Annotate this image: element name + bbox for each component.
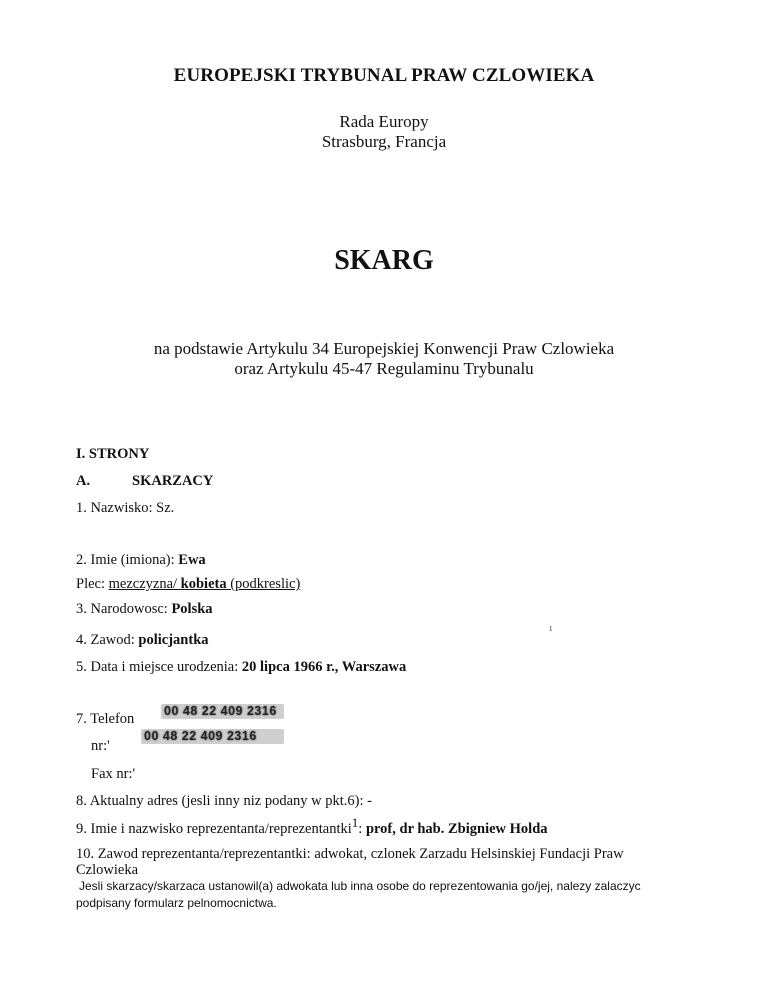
footnote-line-1: Jesli skarzacy/skarzaca ustanowil(a) adwokata lub inna osobe do reprezentowania go/jej, nalezy zalaczyc: [79, 879, 641, 893]
occupation-field: [76, 632, 209, 649]
occupation-value: policjantka: [138, 632, 209, 648]
subsection-heading: SKARZACY: [132, 473, 214, 489]
sex-female: kobieta: [180, 576, 227, 592]
birth-label: 5. Data i miejsce urodzenia:: [76, 659, 242, 675]
redacted-phone-1: 00 48 22 409 2316: [161, 704, 284, 719]
birth-value: 20 lipca 1966 r., Warszawa: [241, 659, 407, 675]
firstname-field: [76, 552, 206, 569]
firstname-value: Ewa: [178, 552, 206, 568]
section-heading: I. STRONY: [76, 446, 150, 462]
representative-label: 9. Imie i nazwisko reprezentanta/reprezentantki: [76, 820, 352, 837]
org-name: Rada Europy: [339, 112, 429, 131]
fax-label: Fax nr:': [91, 766, 136, 782]
court-title: EUROPEJSKI TRYBUNAL PRAW CZLOWIEKA: [173, 65, 595, 86]
stray-mark: 1: [549, 625, 553, 633]
footnote-ref: 1: [351, 815, 359, 830]
surname-field: 1. Nazwisko: Sz.: [76, 500, 175, 516]
sex-hint: (podkreslic): [226, 576, 301, 592]
document-title: SKARG: [334, 245, 434, 276]
birth-field: [76, 659, 406, 676]
occupation-label: 4. Zawod:: [76, 632, 139, 648]
phone-label: 7. Telefon: [76, 711, 135, 727]
nationality-value: Polska: [171, 601, 213, 617]
footnote-line-2: podpisany formularz pelnomocnictwa.: [76, 896, 277, 910]
subsection-letter: A.: [76, 473, 91, 489]
legal-basis-line-1: na podstawie Artykulu 34 Europejskiej Konwencji Praw Czlowieka: [153, 339, 615, 358]
nationality-field: [76, 601, 213, 618]
firstname-label: 2. Imie (imiona):: [76, 552, 179, 568]
redacted-phone-2: 00 48 22 409 2316: [141, 729, 284, 744]
sex-label: Plec:: [76, 576, 109, 592]
phone-nr-label: nr:': [91, 738, 110, 754]
representative-field: [76, 815, 548, 838]
representative-value: prof, dr hab. Zbigniew Holda: [365, 820, 548, 837]
rep-occupation-line-1: 10. Zawod reprezentanta/reprezentantki: adwokat, czlonek Zarzadu Helsinskiej Fundacji Praw: [76, 846, 624, 862]
sex-male: mezczyzna/: [108, 576, 181, 592]
org-location: Strasburg, Francja: [321, 132, 447, 151]
rep-occupation-line-2: Czlowieka: [76, 862, 139, 878]
address-field: 8. Aktualny adres (jesli inny niz podany w pkt.6): -: [76, 793, 372, 809]
legal-basis-line-2: oraz Artykulu 45-47 Regulaminu Trybunalu: [234, 359, 534, 378]
sex-field: [76, 576, 300, 593]
representative-colon: :: [358, 820, 366, 837]
nationality-label: 3. Narodowosc:: [76, 601, 172, 617]
